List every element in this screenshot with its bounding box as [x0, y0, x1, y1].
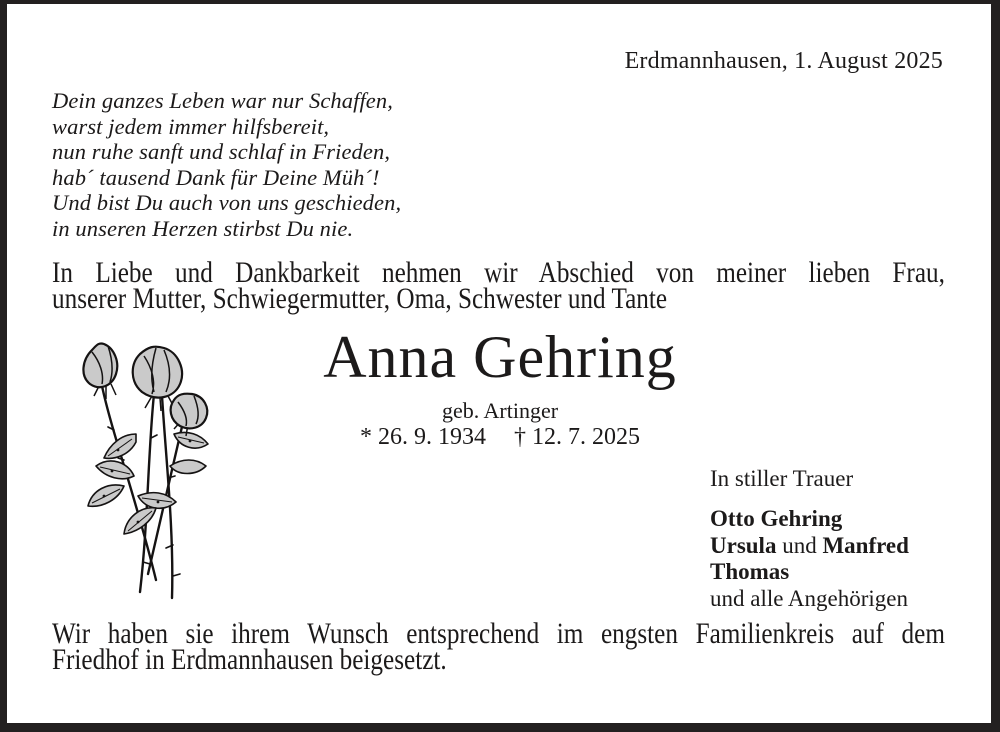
birth-date: * 26. 9. 1934: [360, 424, 486, 450]
death-date: † 12. 7. 2025: [514, 424, 640, 450]
memorial-poem: [52, 88, 401, 242]
poem-line: Und bist Du auch von uns geschieden,: [52, 190, 402, 216]
mourners-block: [710, 466, 909, 612]
poem-line: nun ruhe sanft und schlaf in Frieden,: [52, 139, 391, 165]
poem-line: hab´ tausend Dank für Deine Müh´!: [52, 164, 380, 190]
maiden-name: geb. Artinger: [441, 398, 559, 423]
mourner-text: und alle Angehörigen: [710, 585, 909, 611]
mourner-text: und: [776, 532, 823, 558]
closing-line-2: Friedhof in Erdmannhausen beigesetzt.: [52, 643, 447, 676]
mourner-name: Manfred: [822, 532, 909, 558]
mourner-name-line: [710, 533, 909, 560]
poem-line: in unseren Herzen stirbst Du nie.: [52, 215, 354, 241]
mourner-name: Ursula: [710, 532, 777, 558]
deceased-name: Anna Gehring: [323, 324, 677, 390]
life-dates: [0, 424, 1000, 451]
mourner-name-line: [710, 559, 909, 586]
mourner-name: Otto Gehring: [710, 506, 843, 531]
mourner-name-line: [710, 586, 909, 613]
mourner-name: Thomas: [710, 559, 790, 584]
intro-line-1: In Liebe und Dankbarkeit nehmen wir Abschied von meiner lieben Frau,: [52, 256, 945, 289]
mourners-heading: In stiller Trauer: [710, 466, 854, 491]
mourner-names: [710, 506, 909, 612]
intro-line-2: unserer Mutter, Schwiegermutter, Oma, Schwester und Tante: [52, 282, 668, 315]
poem-line: warst jedem immer hilfsbereit,: [52, 113, 330, 139]
location-dateline: Erdmannhausen, 1. August 2025: [624, 48, 943, 74]
intro-paragraph: [52, 256, 945, 315]
closing-paragraph: [52, 617, 945, 676]
closing-line-1: Wir haben sie ihrem Wunsch entsprechend im engsten Familienkreis auf dem: [52, 617, 945, 650]
poem-line: Dein ganzes Leben war nur Schaffen,: [52, 88, 393, 113]
mourner-name-line: [710, 506, 909, 533]
